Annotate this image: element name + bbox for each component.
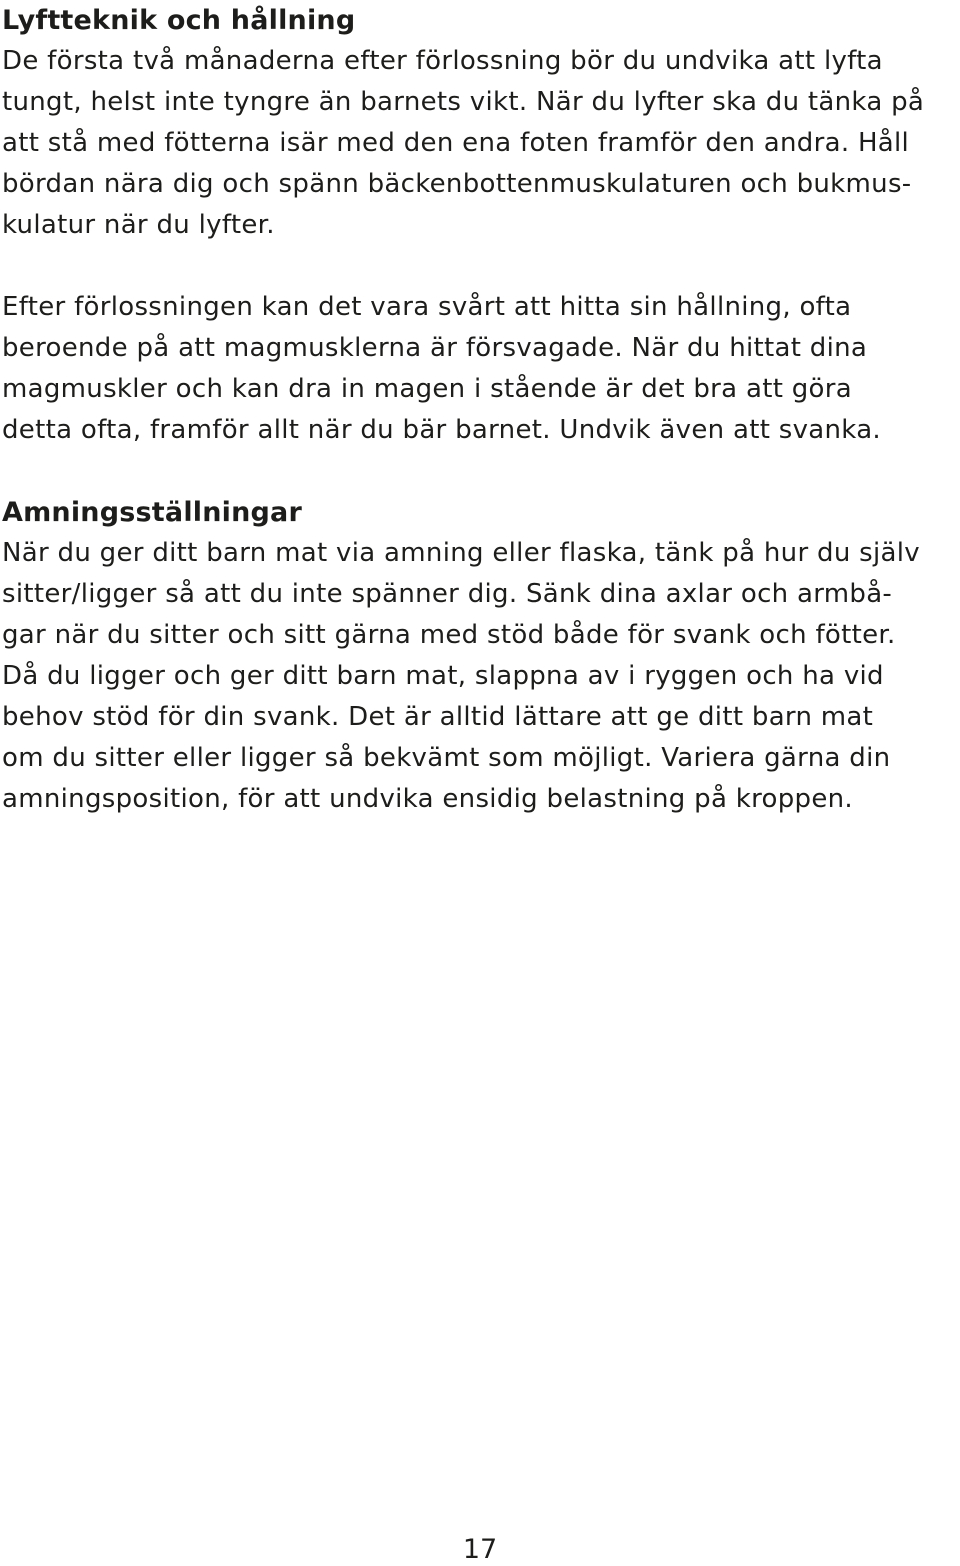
text-line: behov stöd för din svank. Det är alltid lättare att ge ditt barn mat — [2, 702, 874, 732]
text-line: detta ofta, framför allt när du bär barnet. Undvik även att svanka. — [2, 415, 882, 445]
text-line: om du sitter eller ligger så bekvämt som möjligt. Variera gärna din — [2, 743, 891, 773]
text-line: att stå med fötterna isär med den ena foten framför den andra. Håll — [2, 128, 910, 158]
paragraph-gap — [2, 246, 958, 287]
text-line: De första två månaderna efter förlossning bör du undvika att lyfta — [2, 46, 883, 76]
text-line: amningsposition, för att undvika ensidig belastning på kroppen. — [2, 784, 853, 814]
text-line: När du ger ditt barn mat via amning eller flaska, tänk på hur du själv — [2, 538, 920, 568]
text-line: Efter förlossningen kan det vara svårt att hitta sin hållning, ofta — [2, 292, 852, 322]
paragraph — [2, 287, 958, 451]
section-gap — [2, 451, 958, 492]
text-line: Då du ligger och ger ditt barn mat, slappna av i ryggen och ha vid — [2, 661, 884, 691]
section-heading: Lyftteknik och hållning — [2, 5, 356, 36]
section-lyftteknik — [2, 0, 958, 451]
text-line: sitter/ligger så att du inte spänner dig. Sänk dina axlar och armbå- — [2, 579, 893, 609]
paragraph — [2, 533, 958, 820]
text-line: tungt, helst inte tyngre än barnets vikt. När du lyfter ska du tänka på — [2, 87, 925, 117]
page-number: 17 — [462, 1534, 498, 1565]
page-content — [2, 0, 958, 820]
text-line: magmuskler och kan dra in magen i stående är det bra att göra — [2, 374, 852, 404]
text-line: beroende på att magmusklerna är försvagade. När du hittat dina — [2, 333, 868, 363]
section-amningsstallningar — [2, 492, 958, 820]
section-heading: Amningsställningar — [2, 497, 302, 528]
text-line: kulatur när du lyfter. — [2, 210, 275, 240]
text-line: bördan nära dig och spänn bäckenbottenmuskulaturen och bukmus- — [2, 169, 912, 199]
text-line: gar när du sitter och sitt gärna med stöd både för svank och fötter. — [2, 620, 896, 650]
paragraph — [2, 41, 958, 246]
